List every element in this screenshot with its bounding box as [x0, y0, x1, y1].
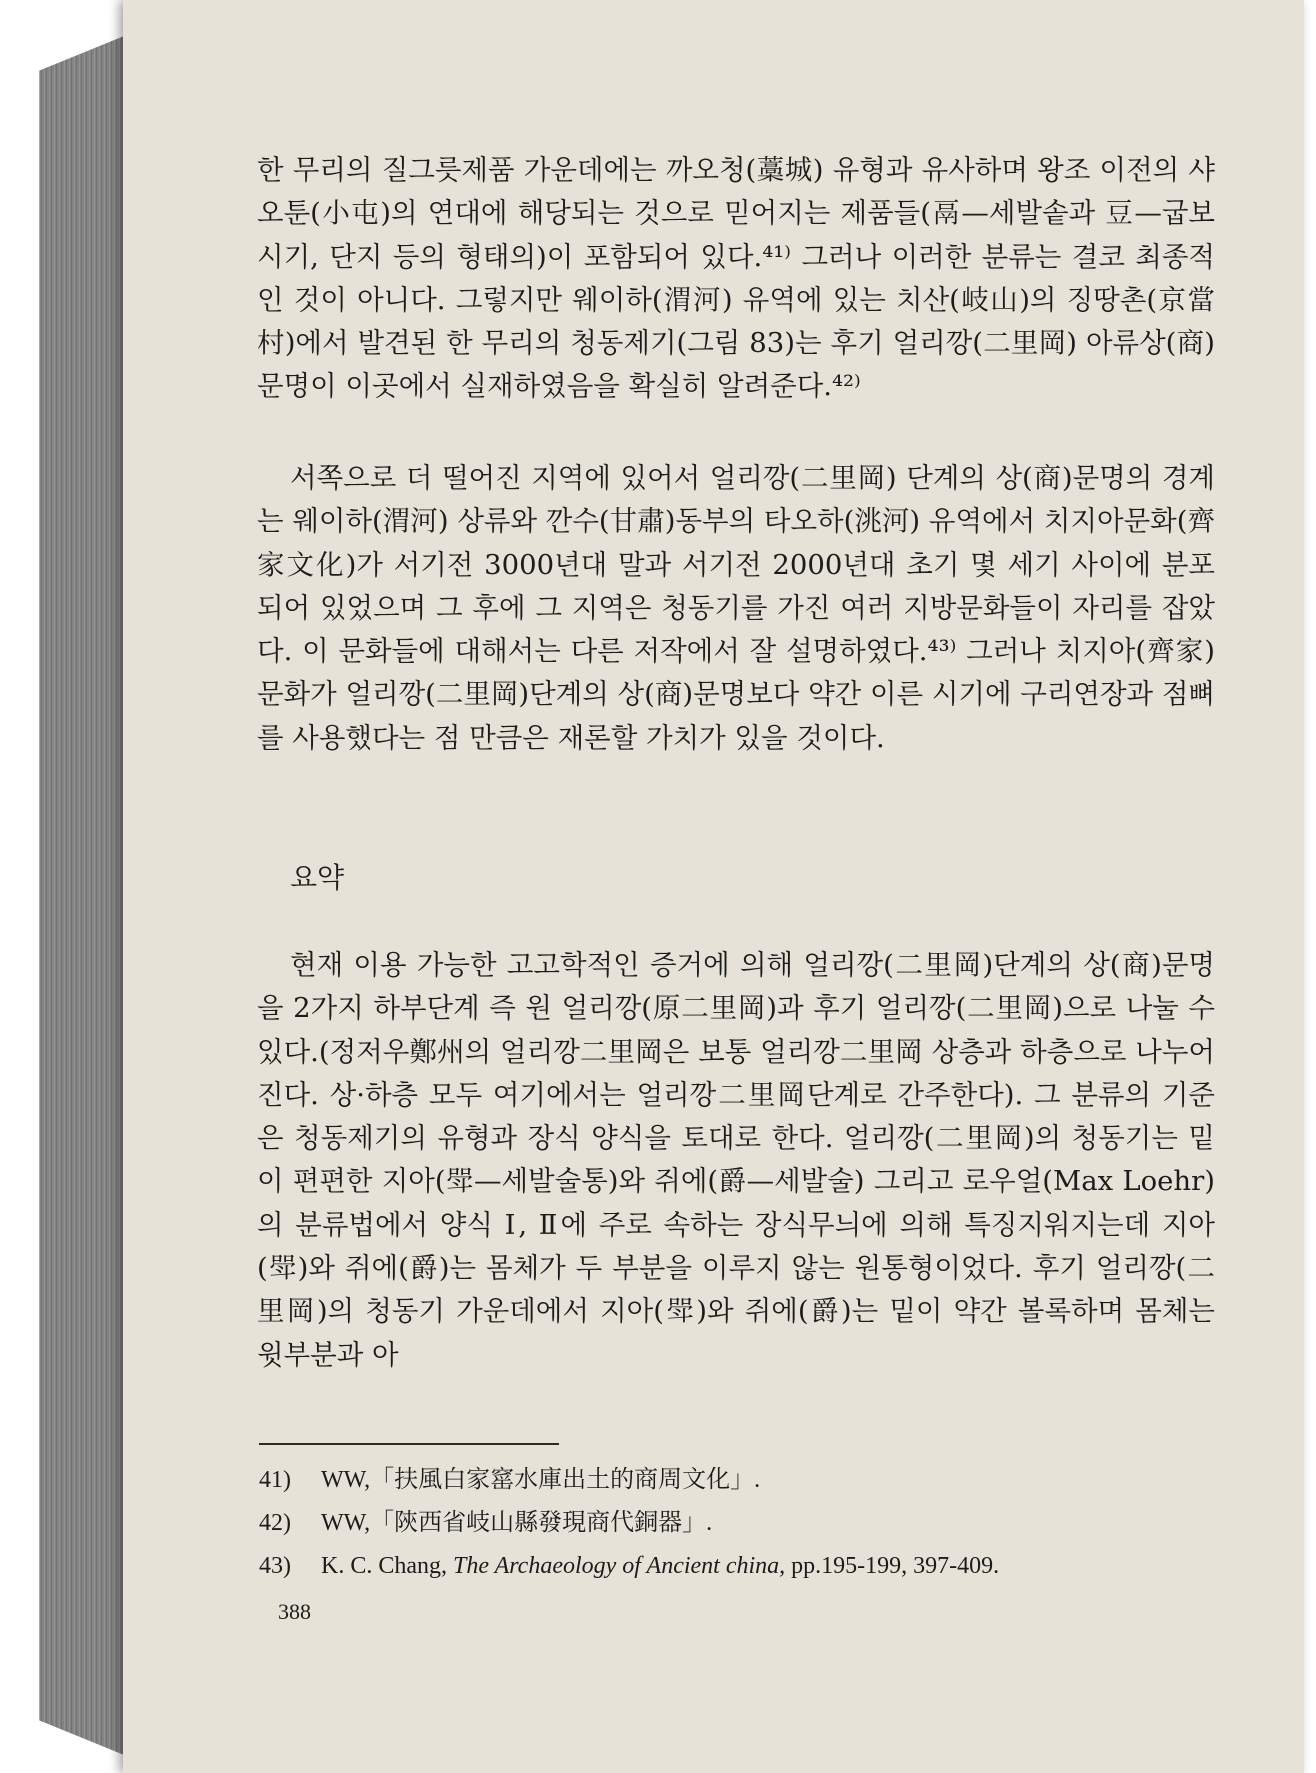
footnotes-list: [259, 1459, 1219, 1588]
footnote-43: [259, 1545, 1219, 1588]
footnote-book-title: The Archaeology of Ancient china,: [453, 1553, 786, 1579]
footnote-number: 41): [259, 1467, 291, 1493]
page-number: 388: [278, 1599, 311, 1624]
footnote-number: 42): [259, 1510, 291, 1536]
footnote-41: [259, 1459, 1219, 1502]
footnote-number: 43): [259, 1553, 291, 1579]
footnote-pages: pp.195-199, 397-409.: [785, 1553, 1000, 1579]
section-heading-summary: 요약: [290, 861, 345, 894]
footnote-divider: [259, 1443, 559, 1445]
paragraph-1: 한 무리의 질그릇제품 가운데에는 까오청(藁城) 유형과 유사하며 왕조 이전의 샤오툰(小屯)의 연대에 해당되는 것으로 믿어지는 제품들(鬲—세발솥과 豆—굽보시기, 단지 등의 형태의)이 포함되어 있다.⁴¹⁾ 그러나 이러한 분류는 결코 최종적인 것이 아니다. 그렇지만 웨이하(渭河) 유역에 있는 치산(岐山)의 징땅촌(京當村)에서 발견된 한 무리의 청동제기(그림 83)는 후기 얼리깡(二里岡) 아류상(商) 문명이 이곳에서 실재하였음을 확실히 알려준다.⁴²⁾: [257, 154, 1215, 403]
footnote-text: WW,「扶風白家窰水庫出土的商周文化」.: [321, 1467, 761, 1493]
paragraph-2: 서쪽으로 더 떨어진 지역에 있어서 얼리깡(二里岡) 단계의 상(商)문명의 경계는 웨이하(渭河) 상류와 깐수(甘肅)동부의 타오하(洮河) 유역에서 치지아문화(齊家文化)가 서기전 3000년대 말과 서기전 2000년대 초기 몇 세기 사이에 분포되어 있었으며 그 후에 그 지역은 청동기를 가진 여러 지방문화들이 자리를 잡았다. 이 문화들에 대해서는 다른 저작에서 잘 설명하였다.⁴³⁾ 그러나 치지아(齊家)문화가 얼리깡(二里岡)단계의 상(商)문명보다 약간 이른 시기에 구리연장과 점뼈를 사용했다는 점 만큼은 재론할 가치가 있을 것이다.: [257, 462, 1215, 754]
footnote-text: WW,「陝西省岐山縣發現商代銅器」.: [321, 1510, 713, 1536]
paragraph-summary: 현재 이용 가능한 고고학적인 증거에 의해 얼리깡(二里岡)단계의 상(商)문명을 2가지 하부단계 즉 원 얼리깡(原二里岡)과 후기 얼리깡(二里岡)으로 나눌 수 있다.(정저우鄭州의 얼리깡二里岡은 보통 얼리깡二里岡 상층과 하층으로 나누어진다. 상·하층 모두 여기에서는 얼리깡二里岡단계로 간주한다). 그 분류의 기준은 청동제기의 유형과 장식 양식을 토대로 한다. 얼리깡(二里岡)의 청동기는 밑이 편편한 지아(斝—세발술통)와 쥐에(爵—세발술) 그리고 로우얼(Max Loehr)의 분류법에서 양식 Ⅰ, Ⅱ에 주로 속하는 장식무늬에 의해 특징지워지는데 지아(斝)와 쥐에(爵)는 몸체가 두 부분을 이루지 않는 원통형이었다. 후기 얼리깡(二里岡)의 청동기 가운데에서 지아(斝)와 쥐에(爵)는 밑이 약간 볼록하며 몸체는 윗부분과 아: [257, 949, 1215, 1371]
footnote-author: K. C. Chang,: [321, 1553, 453, 1579]
footnote-42: [259, 1502, 1219, 1545]
